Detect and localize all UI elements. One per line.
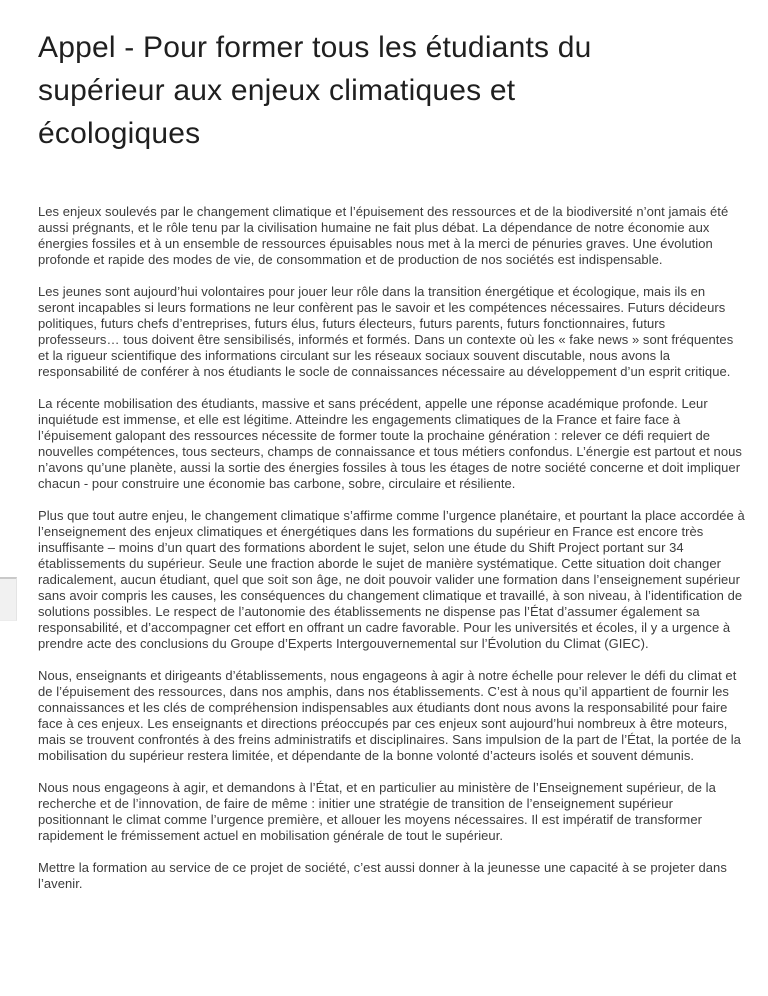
paragraph: La récente mobilisation des étudiants, massive et sans précédent, appelle une réponse académique profonde. Leur inquiétude est immense, et elle est légitime. Atteindre les engagements climatiques de la France et faire face à l’épuisement galopant des ressources nécessite de former toute la prochaine génération : relever ce défi requiert de nouvelles compétences, tous secteurs, champs de connaissance et tous métiers confondus. L’énergie est partout et nous n’avons qu’une planète, aussi la sortie des énergies fossiles à tous les étages de notre société concerne et doit impliquer chacun - pour construire une économie bas carbone, sobre, circulaire et résiliente. — [38, 396, 742, 491]
page-title: Appel - Pour former tous les étudiants du supérieur aux enjeux climatiques et écologiques — [38, 31, 592, 150]
petition-body — [38, 204, 745, 892]
paragraph: Les jeunes sont aujourd’hui volontaires pour jouer leur rôle dans la transition énergétique et écologique, mais ils en seront incapables si leurs formations ne leur confèrent pas le savoir et les compétences nécessaires. Futurs décideurs politiques, futurs chefs d’entreprises, futurs élus, futurs électeurs, futurs parents, futurs fonctionnaires, futurs professeurs… tous doivent être sensibilisés, informés et formés. Dans un contexte où les « fake news » sont fréquentes et la rigueur scientifique des informations circulant sur les réseaux sociaux souvent discutable, nous avons la responsabilité de conférer à nos étudiants le socle de connaissances nécessaire au développement d’un esprit critique. — [38, 284, 734, 379]
paragraph: Nous nous engageons à agir, et demandons à l’État, et en particulier au ministère de l’Enseignement supérieur, de la recherche et de l’innovation, de faire de même : initier une stratégie de transition de l’enseignement supérieur positionnant le climat comme l’urgence première, et allouer les moyens nécessaires. Il est impératif de transformer rapidement le frémissement actuel en mobilisation générale de tout le supérieur. — [38, 780, 716, 843]
paragraph: Plus que tout autre enjeu, le changement climatique s’affirme comme l’urgence planétaire, et pourtant la place accordée à l’enseignement des enjeux climatiques et énergétiques dans les formations du supérieur en France est encore très insuffisante – moins d’un quart des formations abordent le sujet, selon une étude du Shift Project portant sur 34 établissements du supérieur. Seule une fraction aborde le sujet de manière systématique. Cette situation doit changer radicalement, aucun étudiant, quel que soit son âge, ne doit pouvoir valider une formation dans l’enseignement supérieur sans avoir compris les causes, les conséquences du changement climatique et travaillé, à son niveau, à l’identification de solutions possibles. Le respect de l’autonomie des établissements ne dispense pas l’État d’assumer également sa responsabilité, et d’accompagner cet effort en offrant un cadre favorable. Pour les universités et écoles, il y a urgence à prendre acte des conclusions du Groupe d’Experts Intergouvernemental sur l’Évolution du Climat (GIEC). — [38, 508, 745, 651]
paragraph: Mettre la formation au service de ce projet de société, c’est aussi donner à la jeunesse une capacité à se projeter dans l’avenir. — [38, 860, 727, 891]
paragraph: Nous, enseignants et dirigeants d’établissements, nous engageons à agir à notre échelle pour relever le défi du climat et de l’épuisement des ressources, dans nos amphis, dans nos établissements. C’est à nous qu’il appartient de fournir les connaissances et les clés de compréhension indispensables aux étudiants dont nous avons la responsabilité pour faire face à ces enjeux. Les enseignants et directions préoccupés par ces enjeux sont aujourd’hui nombreux à être moteurs, mais se trouvent confrontés à des freins administratifs et disciplinaires. Sans impulsion de la part de l’État, la portée de la mobilisation du supérieur restera limitée, et dépendante de la bonne volonté d’acteurs isolés et souvent démunis. — [38, 668, 741, 763]
paragraph: Les enjeux soulevés par le changement climatique et l’épuisement des ressources et de la biodiversité n’ont jamais été aussi prégnants, et le rôle tenu par la civilisation humaine ne fait plus débat. La dépendance de notre économie aux énergies fossiles et à un ensemble de ressources épuisables nous met à la merci de pénuries graves. Une évolution profonde et rapide des modes de vie, de consommation et de production de nos sociétés est indispensable. — [38, 204, 729, 267]
side-panel-tab[interactable] — [0, 577, 17, 621]
